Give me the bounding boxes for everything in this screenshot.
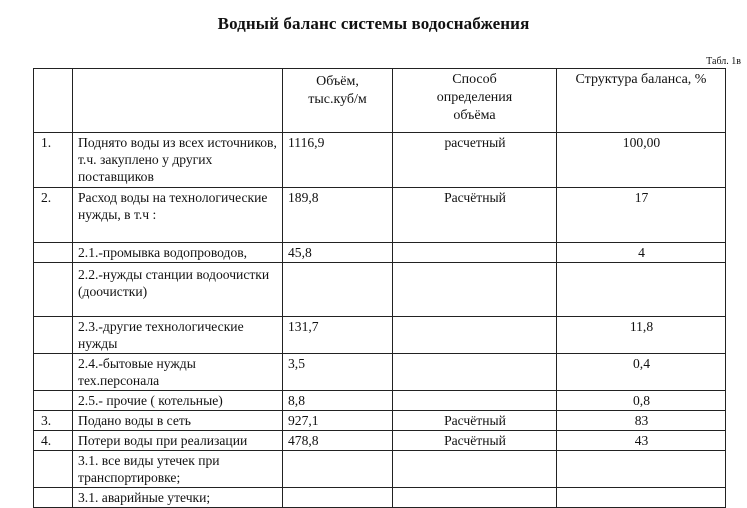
water-balance-table <box>33 68 726 508</box>
row-name: 2.5.- прочие ( котельные) <box>73 391 283 411</box>
row-num <box>34 263 73 317</box>
row-method <box>393 451 557 488</box>
row-share: 0,8 <box>557 391 726 411</box>
table-number: Табл. 1в <box>706 56 741 67</box>
row-method: расчетный <box>393 133 557 188</box>
row-share: 100,00 <box>557 133 726 188</box>
row-volume: 927,1 <box>283 411 393 431</box>
row-volume <box>283 451 393 488</box>
header-volume: Объём, тыс.куб/м <box>283 69 393 133</box>
table-row <box>34 354 726 391</box>
table-row <box>34 133 726 188</box>
row-name: Поднято воды из всех источников, т.ч. закуплено у других поставщиков <box>73 133 283 188</box>
table-row <box>34 243 726 263</box>
table-row <box>34 431 726 451</box>
row-name: 2.3.-другие технологические нужды <box>73 317 283 354</box>
row-method <box>393 263 557 317</box>
row-volume: 3,5 <box>283 354 393 391</box>
header-method: Способ определения объёма <box>393 69 557 133</box>
row-method: Расчётный <box>393 411 557 431</box>
row-volume: 131,7 <box>283 317 393 354</box>
row-volume <box>283 263 393 317</box>
row-num: 4. <box>34 431 73 451</box>
row-num <box>34 354 73 391</box>
row-method: Расчётный <box>393 431 557 451</box>
row-name: 2.4.-бытовые нужды тех.персонала <box>73 354 283 391</box>
table-row <box>34 188 726 243</box>
row-share: 4 <box>557 243 726 263</box>
header-num <box>34 69 73 133</box>
row-volume: 1116,9 <box>283 133 393 188</box>
row-share: 0,4 <box>557 354 726 391</box>
row-name: Подано воды в сеть <box>73 411 283 431</box>
table-row <box>34 391 726 411</box>
row-share: 83 <box>557 411 726 431</box>
row-volume: 478,8 <box>283 431 393 451</box>
row-share <box>557 263 726 317</box>
table-row <box>34 263 726 317</box>
row-name: 3.1. все виды утечек при транспортировке; <box>73 451 283 488</box>
row-num <box>34 451 73 488</box>
document-title: Водный баланс системы водоснабжения <box>217 14 530 33</box>
row-method <box>393 354 557 391</box>
row-num: 3. <box>34 411 73 431</box>
row-name: 2.2.-нужды станции водоочистки (доочистки) <box>73 263 283 317</box>
row-num <box>34 391 73 411</box>
row-share <box>557 451 726 488</box>
row-volume: 8,8 <box>283 391 393 411</box>
row-method <box>393 317 557 354</box>
table-row <box>34 317 726 354</box>
row-name: Расход воды на технологические нужды, в т.ч : <box>73 188 283 243</box>
row-method: Расчётный <box>393 188 557 243</box>
row-volume: 45,8 <box>283 243 393 263</box>
row-share: 11,8 <box>557 317 726 354</box>
header-share: Структура баланса, % <box>557 69 726 133</box>
header-name <box>73 69 283 133</box>
header-row <box>34 69 726 133</box>
row-num: 2. <box>34 188 73 243</box>
row-volume: 189,8 <box>283 188 393 243</box>
row-method <box>393 391 557 411</box>
row-share: 43 <box>557 431 726 451</box>
row-num <box>34 243 73 263</box>
row-share: 17 <box>557 188 726 243</box>
row-name: 3.1. аварийные утечки; <box>73 488 283 508</box>
table-row <box>34 411 726 431</box>
table-row <box>34 451 726 488</box>
row-name: 2.1.-промывка водопроводов, <box>73 243 283 263</box>
row-num: 1. <box>34 133 73 188</box>
row-num <box>34 317 73 354</box>
row-method <box>393 243 557 263</box>
row-name: Потери воды при реализации <box>73 431 283 451</box>
